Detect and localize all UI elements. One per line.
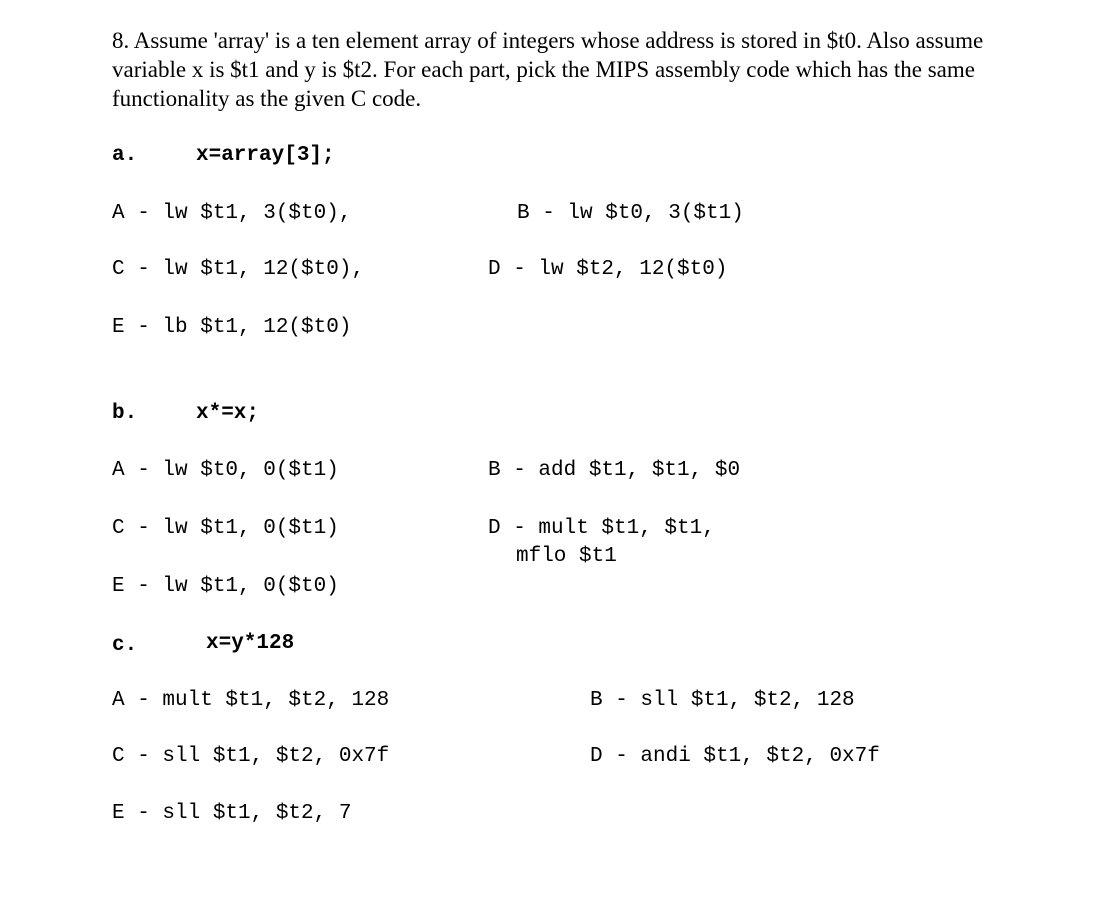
part-b-option-e: E - lw $t1, 0($t0) — [112, 575, 339, 598]
part-a-option-e: E - lb $t1, 12($t0) — [112, 316, 352, 339]
part-a-label: a. — [112, 144, 138, 167]
part-a-option-c: C - lw $t1, 12($t0), — [112, 258, 365, 281]
part-a-option-b: B - lw $t0, 3($t1) — [517, 202, 744, 225]
part-b-option-d: D - mult $t1, $t1, — [488, 517, 715, 540]
part-a-option-d: D - lw $t2, 12($t0) — [488, 258, 728, 281]
part-c-code: x=y*128 — [206, 632, 295, 655]
part-b-option-a: A - lw $t0, 0($t1) — [112, 459, 339, 482]
part-b-code: x*=x; — [196, 402, 260, 425]
part-c-option-d: D - andi $t1, $t2, 0x7f — [590, 745, 880, 768]
part-c-option-c: C - sll $t1, $t2, 0x7f — [112, 745, 390, 768]
part-b-option-d-line2: mflo $t1 — [516, 545, 617, 568]
part-a-option-a: A - lw $t1, 3($t0), — [112, 202, 352, 225]
part-b-label: b. — [112, 402, 138, 425]
part-c-option-e: E - sll $t1, $t2, 7 — [112, 802, 352, 825]
question-text: 8. Assume 'array' is a ten element array of integers whose address is stored in $t0. Also assume variable x is $t1 and y is $t2. For each part, pick the MIPS assembly code which has the same functionality as the given C code. — [112, 28, 984, 111]
part-c-option-a: A - mult $t1, $t2, 128 — [112, 689, 390, 712]
part-c-label: c. — [112, 634, 138, 657]
part-a-code: x=array[3]; — [196, 144, 335, 167]
part-c-option-b: B - sll $t1, $t2, 128 — [590, 689, 855, 712]
part-b-option-c: C - lw $t1, 0($t1) — [112, 517, 339, 540]
part-b-option-b: B - add $t1, $t1, $0 — [488, 459, 741, 482]
